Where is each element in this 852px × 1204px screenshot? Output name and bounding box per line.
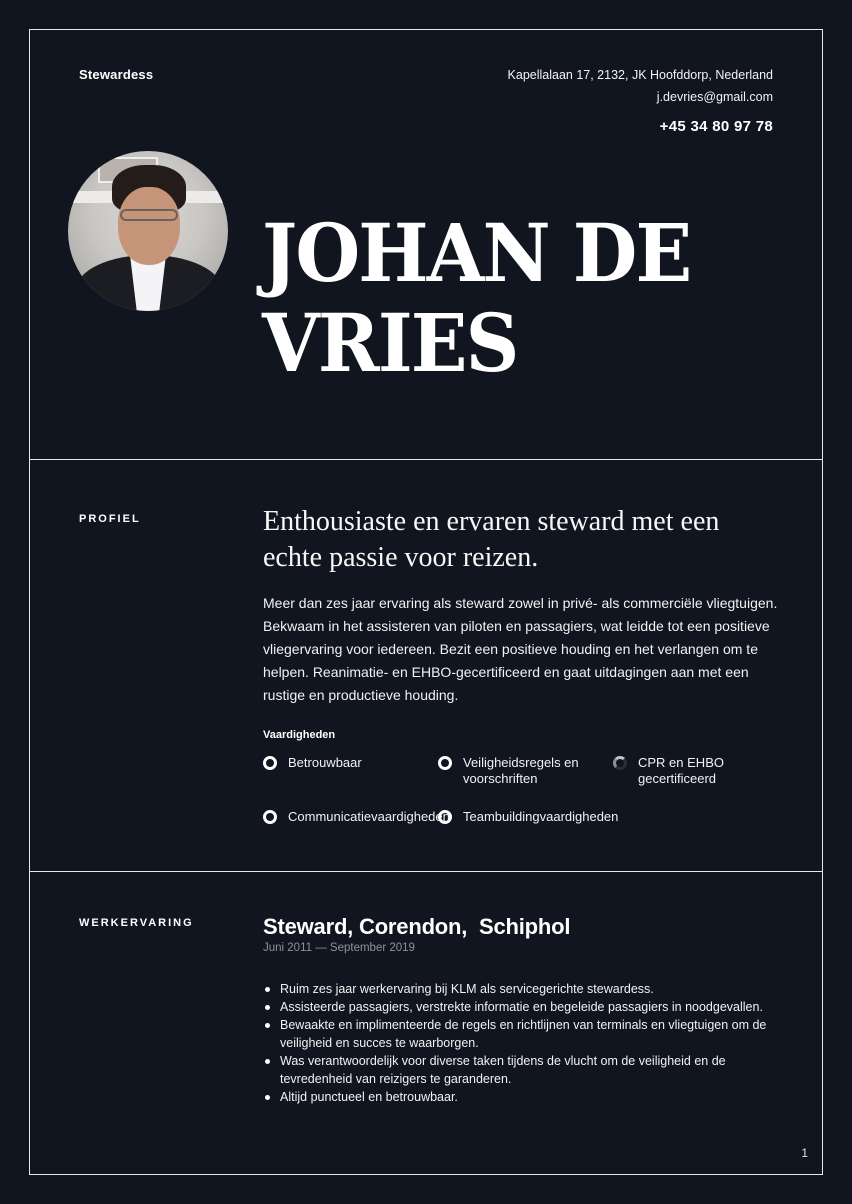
avatar bbox=[68, 151, 228, 311]
section-label-profile: PROFIEL bbox=[79, 513, 141, 525]
resume-page bbox=[29, 29, 823, 1175]
skill-label: Communicatievaardigheden bbox=[288, 809, 450, 824]
experience-section bbox=[30, 872, 822, 1174]
skills-title: Vaardigheden bbox=[263, 729, 336, 741]
avatar-face bbox=[118, 187, 180, 265]
skill-item bbox=[438, 809, 619, 825]
skill-item bbox=[613, 755, 773, 787]
job-heading: Steward, Corendon, Schiphol bbox=[263, 914, 571, 939]
list-item: Was verantwoordelijk voor diverse taken tijdens de vlucht om de veiligheid en de tevredenheid van reizigers te garanderen. bbox=[263, 1052, 793, 1088]
skill-level-partial-ring-icon bbox=[613, 756, 627, 770]
list-item: Ruim zes jaar werkervaring bij KLM als servicegerichte stewardess. bbox=[263, 980, 793, 998]
name-line-2: VRIES bbox=[262, 296, 518, 390]
full-name bbox=[262, 208, 764, 388]
skill-item bbox=[263, 809, 450, 825]
contact-info bbox=[508, 64, 773, 135]
list-item: Bewaakte en implimenteerde de regels en richtlijnen van terminals en vliegtuigen om de veiligheid en succes te waarborgen. bbox=[263, 1016, 793, 1052]
page-number: 1 bbox=[801, 1146, 808, 1160]
skills-list bbox=[263, 755, 783, 825]
address: Kapellalaan 17, 2132, JK Hoofddorp, Nederland bbox=[507, 68, 773, 82]
section-label-experience: WERKERVARING bbox=[79, 917, 194, 929]
profile-heading: Enthousiaste en ervaren steward met een echte passie voor reizen. bbox=[263, 506, 720, 573]
job-responsibilities bbox=[263, 980, 793, 1106]
profile-section bbox=[30, 460, 822, 871]
skill-item bbox=[438, 755, 613, 787]
profile-content bbox=[263, 504, 783, 825]
phone-number[interactable]: +45 34 80 97 78 bbox=[659, 118, 773, 135]
skill-level-ring-icon bbox=[263, 756, 277, 770]
skill-level-ring-icon bbox=[438, 810, 452, 824]
skill-item bbox=[263, 755, 438, 787]
profile-summary: Meer dan zes jaar ervaring als steward zowel in privé- als commerciële vliegtuigen. Bekwaam in het assisteren van piloten en passagiers, wat leidde tot een positieve vliegervaring voor iedereen. Bezit een positieve houding en het verlangen om te helpen. Reanimatie- en EHBO-gecertificeerd en gaat uitdagingen aan met een rustige en productieve houding. bbox=[263, 595, 778, 703]
job-title: Stewardess bbox=[79, 67, 154, 82]
job-dates: Juni 2011 — September 2019 bbox=[263, 942, 415, 954]
skill-label: CPR en EHBO gecertificeerd bbox=[638, 755, 724, 786]
skill-level-ring-icon bbox=[263, 810, 277, 824]
header-section bbox=[30, 30, 822, 460]
job-entry bbox=[263, 914, 793, 1106]
skill-label: Teambuildingvaardigheden bbox=[463, 809, 619, 824]
name-line-1: JOHAN DE bbox=[262, 206, 691, 300]
list-item: Altijd punctueel en betrouwbaar. bbox=[263, 1088, 793, 1106]
skill-level-ring-icon bbox=[438, 756, 452, 770]
email[interactable]: j.devries@gmail.com bbox=[656, 90, 773, 104]
avatar-glasses bbox=[120, 209, 178, 221]
list-item: Assisteerde passagiers, verstrekte informatie en begeleide passagiers in noodgevallen. bbox=[263, 998, 793, 1016]
skill-label: Veiligheidsregels en voorschriften bbox=[463, 755, 579, 786]
skill-label: Betrouwbaar bbox=[288, 755, 362, 770]
